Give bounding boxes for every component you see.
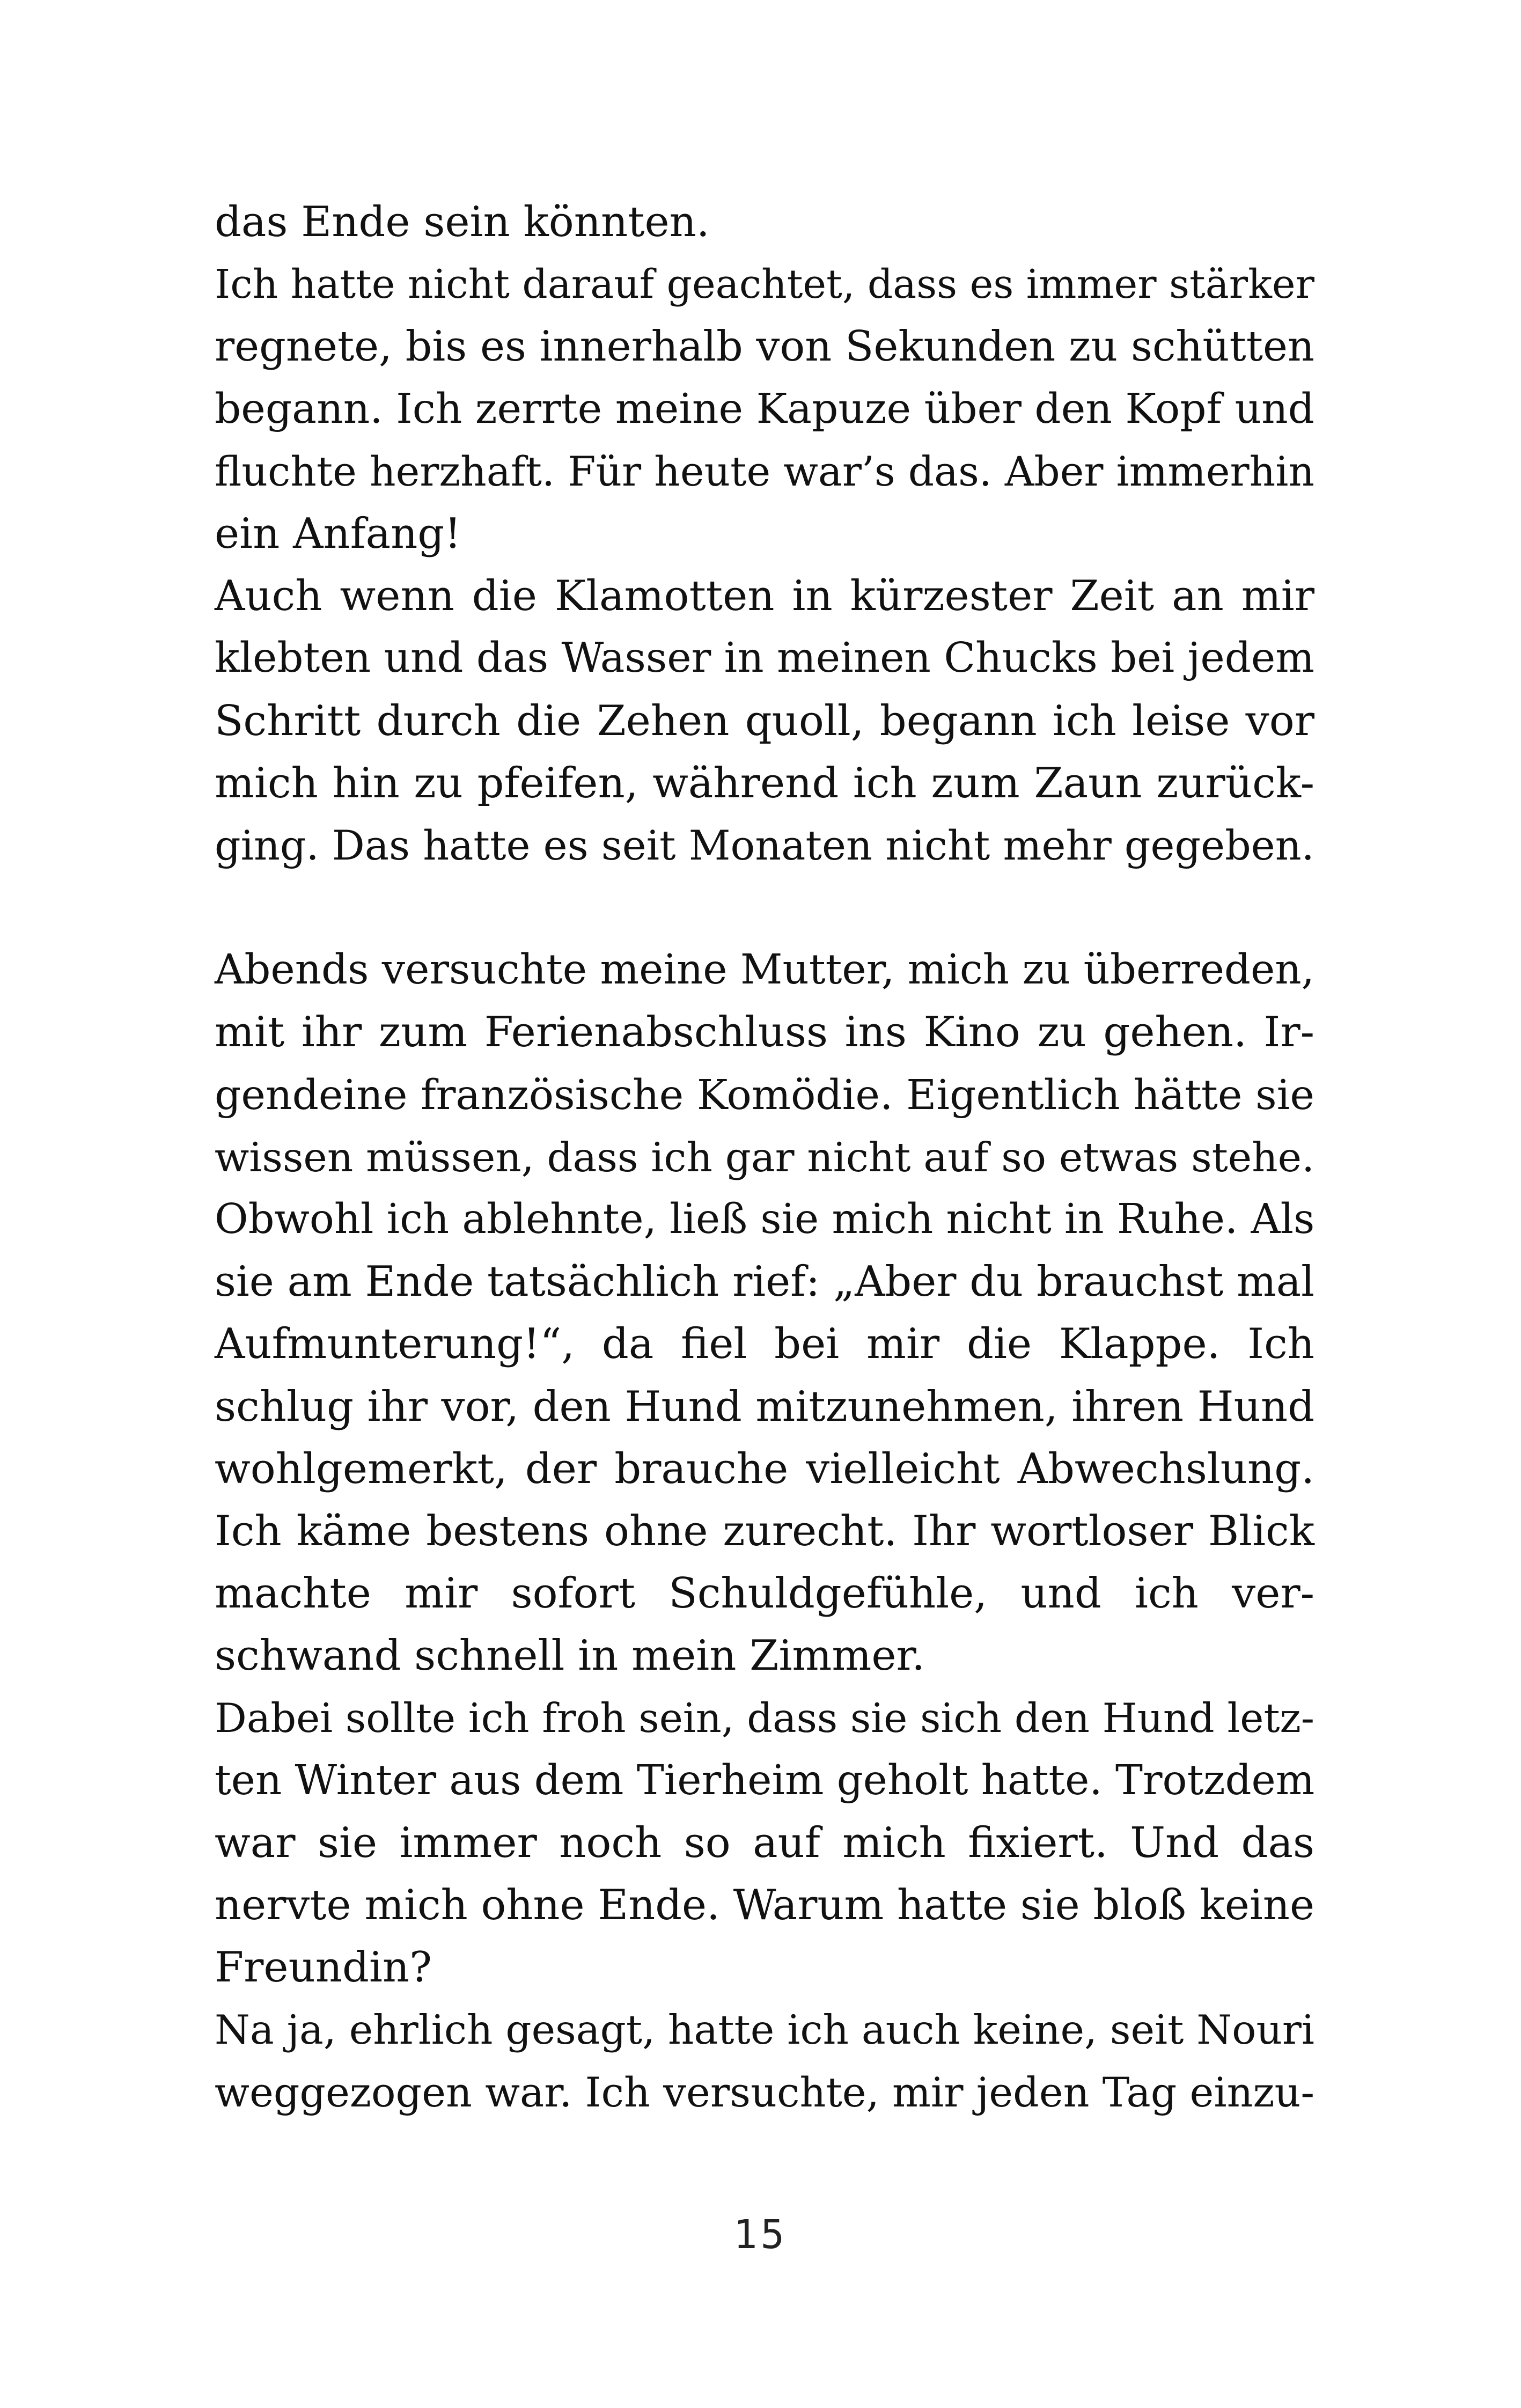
text-line: schlug ihr vor, den Hund mitzunehmen, ihren Hund: [215, 1382, 1314, 1431]
text-line: regnete, bis es innerhalb von Sekunden zu schütten: [215, 322, 1314, 371]
text-line: ten Winter aus dem Tierheim geholt hatte. Trotzdem: [215, 1756, 1315, 1804]
text-line: Na ja, ehrlich gesagt, hatte ich auch keine, seit Nouri: [215, 2006, 1314, 2054]
text-line: nervte mich ohne Ende. Warum hatte sie bloß keine: [215, 1881, 1314, 1930]
page-number: 15: [733, 2212, 788, 2258]
text-line: gendeine französische Komödie. Eigentlich hätte sie: [215, 1070, 1314, 1119]
paragraph: [215, 939, 1314, 1687]
text-line: mit ihr zum Ferienabschluss ins Kino zu gehen. Ir-: [215, 1008, 1314, 1057]
paragraph: [215, 253, 1314, 565]
text-line: das Ende sein könnten.: [215, 198, 710, 246]
section-break: [215, 877, 1314, 939]
paragraph: [215, 565, 1314, 877]
text-line: weggezogen war. Ich versuchte, mir jeden Tag einzu-: [215, 2068, 1314, 2116]
text-line: Ich käme bestens ohne zurecht. Ihr wortloser Blick: [215, 1507, 1314, 1555]
paragraph: [215, 1999, 1314, 2123]
text-line: Ich hatte nicht darauf geachtet, dass es immer stärker: [215, 261, 1314, 308]
text-line: wohlgemerkt, der brauche vielleicht Abwechslung.: [215, 1444, 1314, 1493]
text-line: Dabei sollte ich froh sein, dass sie sich den Hund letz-: [215, 1694, 1314, 1742]
text-line: Freundin?: [215, 1943, 432, 1992]
paragraph: [215, 1687, 1314, 1999]
body-text: [215, 191, 1314, 2124]
text-line: klebten und das Wasser in meinen Chucks bei jedem: [215, 634, 1314, 682]
text-line: Abends versuchte meine Mutter, mich zu überreden,: [215, 946, 1314, 994]
text-line: Schritt durch die Zehen quoll, begann ich leise vor: [215, 696, 1314, 745]
text-line: war sie immer noch so auf mich fixiert. Und das: [215, 1818, 1314, 1867]
text-line: Obwohl ich ablehnte, ließ sie mich nicht in Ruhe. Als: [215, 1195, 1315, 1243]
text-line: machte mir sofort Schuldgefühle, und ich ver-: [215, 1569, 1314, 1618]
text-line: Aufmunterung!“, da fiel bei mir die Klappe. Ich: [215, 1320, 1314, 1369]
paragraph: [215, 191, 1314, 253]
text-line: begann. Ich zerrte meine Kapuze über den Kopf und: [215, 385, 1314, 433]
text-line: ein Anfang!: [215, 509, 461, 558]
text-line: wissen müssen, dass ich gar nicht auf so etwas stehe.: [215, 1133, 1314, 1181]
text-line: fluchte herzhaft. Für heute war’s das. Aber immerhin: [215, 447, 1314, 495]
text-line: mich hin zu pfeifen, während ich zum Zaun zurück-: [215, 759, 1314, 807]
text-line: ging. Das hatte es seit Monaten nicht mehr gegeben.: [215, 821, 1314, 869]
text-line: schwand schnell in mein Zimmer.: [215, 1632, 925, 1680]
text-line: Auch wenn die Klamotten in kürzester Zeit an mir: [215, 572, 1314, 621]
text-line: sie am Ende tatsächlich rief: „Aber du brauchst mal: [215, 1258, 1314, 1306]
